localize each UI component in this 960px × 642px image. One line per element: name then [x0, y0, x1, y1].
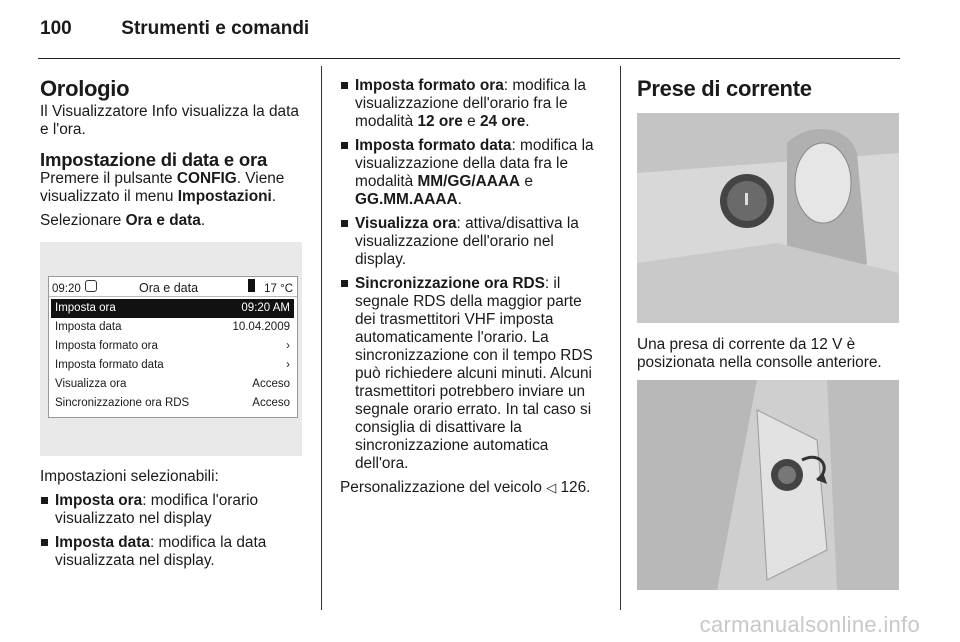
display-row: Sincronizzazione ora RDS Acceso [55, 397, 290, 409]
outlet-caption-block [637, 336, 901, 378]
display-title: Ora e data [139, 281, 199, 295]
customization-reference: Personalizzazione del veicolo ◁ 126. [340, 479, 591, 496]
console-outlet-photo [637, 113, 899, 323]
left-column [40, 77, 304, 576]
bullet-rds-sync: Sincronizzazione ora RDS: il segnale RDS della maggior parte dei trasmettitori VHF imposta automaticamente l'orario. La sincronizzazione con il tempo RDS può richiedere alcuni minuti. Alcuni trasmettitori potrebbero inviare un segnale orario errato. In tal caso si consiglia di disattivare la sincronizzazione automatica dell'ora. [340, 275, 602, 473]
time-date-label: Ora e data [125, 212, 201, 229]
page-reference-icon: ◁ [546, 480, 557, 495]
middle-column [340, 77, 602, 503]
display-screenshot [40, 242, 302, 456]
bullet-set-date: Imposta data: modifica la data visualizzata nel display. [40, 534, 304, 570]
display-row: Imposta ora 09:20 AM [51, 299, 294, 318]
right-column [637, 77, 901, 103]
power-outlets-heading: Prese di corrente [637, 76, 812, 101]
bullet-show-time: Visualizza ora: attiva/disattiva la visualizzazione dell'orario nel display. [340, 215, 602, 269]
column-divider [321, 66, 322, 610]
bullet-set-time: Imposta ora: modifica l'orario visualizzato nel display [40, 492, 304, 528]
config-button-label: CONFIG [176, 170, 237, 187]
display-row: Visualizza ora Acceso [55, 378, 290, 390]
display-row: Imposta formato ora › [55, 340, 290, 352]
console-outlet-illustration [637, 113, 899, 323]
rear-outlet-illustration [637, 380, 899, 590]
display-status-bar [49, 277, 297, 297]
config-paragraph: Premere il pulsante CONFIG. Viene visualizzato il menu Impostazioni. [40, 170, 285, 205]
page-header [40, 18, 309, 40]
selectable-settings-label: Impostazioni selezionabili: [40, 468, 219, 485]
display-row: Imposta data 10.04.2009 [55, 321, 290, 333]
info-display [48, 276, 298, 418]
display-temperature: 17 °C [264, 283, 293, 295]
clock-icon [85, 280, 97, 292]
display-time: 09:20 [52, 283, 81, 295]
clock-heading: Orologio [40, 76, 130, 101]
column-divider [620, 66, 621, 610]
select-paragraph: Selezionare Ora e data. [40, 212, 206, 229]
bullet-date-format: Imposta formato data: modifica la visualizzazione della data fra le modalità MM/GG/AAAA e GG.MM.AAAA. [340, 137, 602, 209]
page-number: 100 [40, 18, 72, 39]
phone-icon [248, 279, 255, 292]
bullet-time-format: Imposta formato ora: modifica la visualizzazione dell'orario fra le modalità 12 ore e 24 ore. [340, 77, 602, 131]
section-title: Strumenti e comandi [121, 18, 310, 39]
rear-outlet-photo [637, 380, 899, 590]
outlet-caption: Una presa di corrente da 12 V è posizionata nella consolle anteriore. [637, 336, 882, 371]
datetime-subheading: Impostazione di data e ora [40, 149, 268, 170]
settings-menu-label: Impostazioni [177, 188, 272, 205]
header-rule [38, 58, 900, 59]
clock-intro: Il Visualizzatore Info visualizza la data e l'ora. [40, 103, 299, 138]
watermark: carmanualsonline.info [699, 612, 920, 637]
display-row: Imposta formato data › [55, 359, 290, 371]
